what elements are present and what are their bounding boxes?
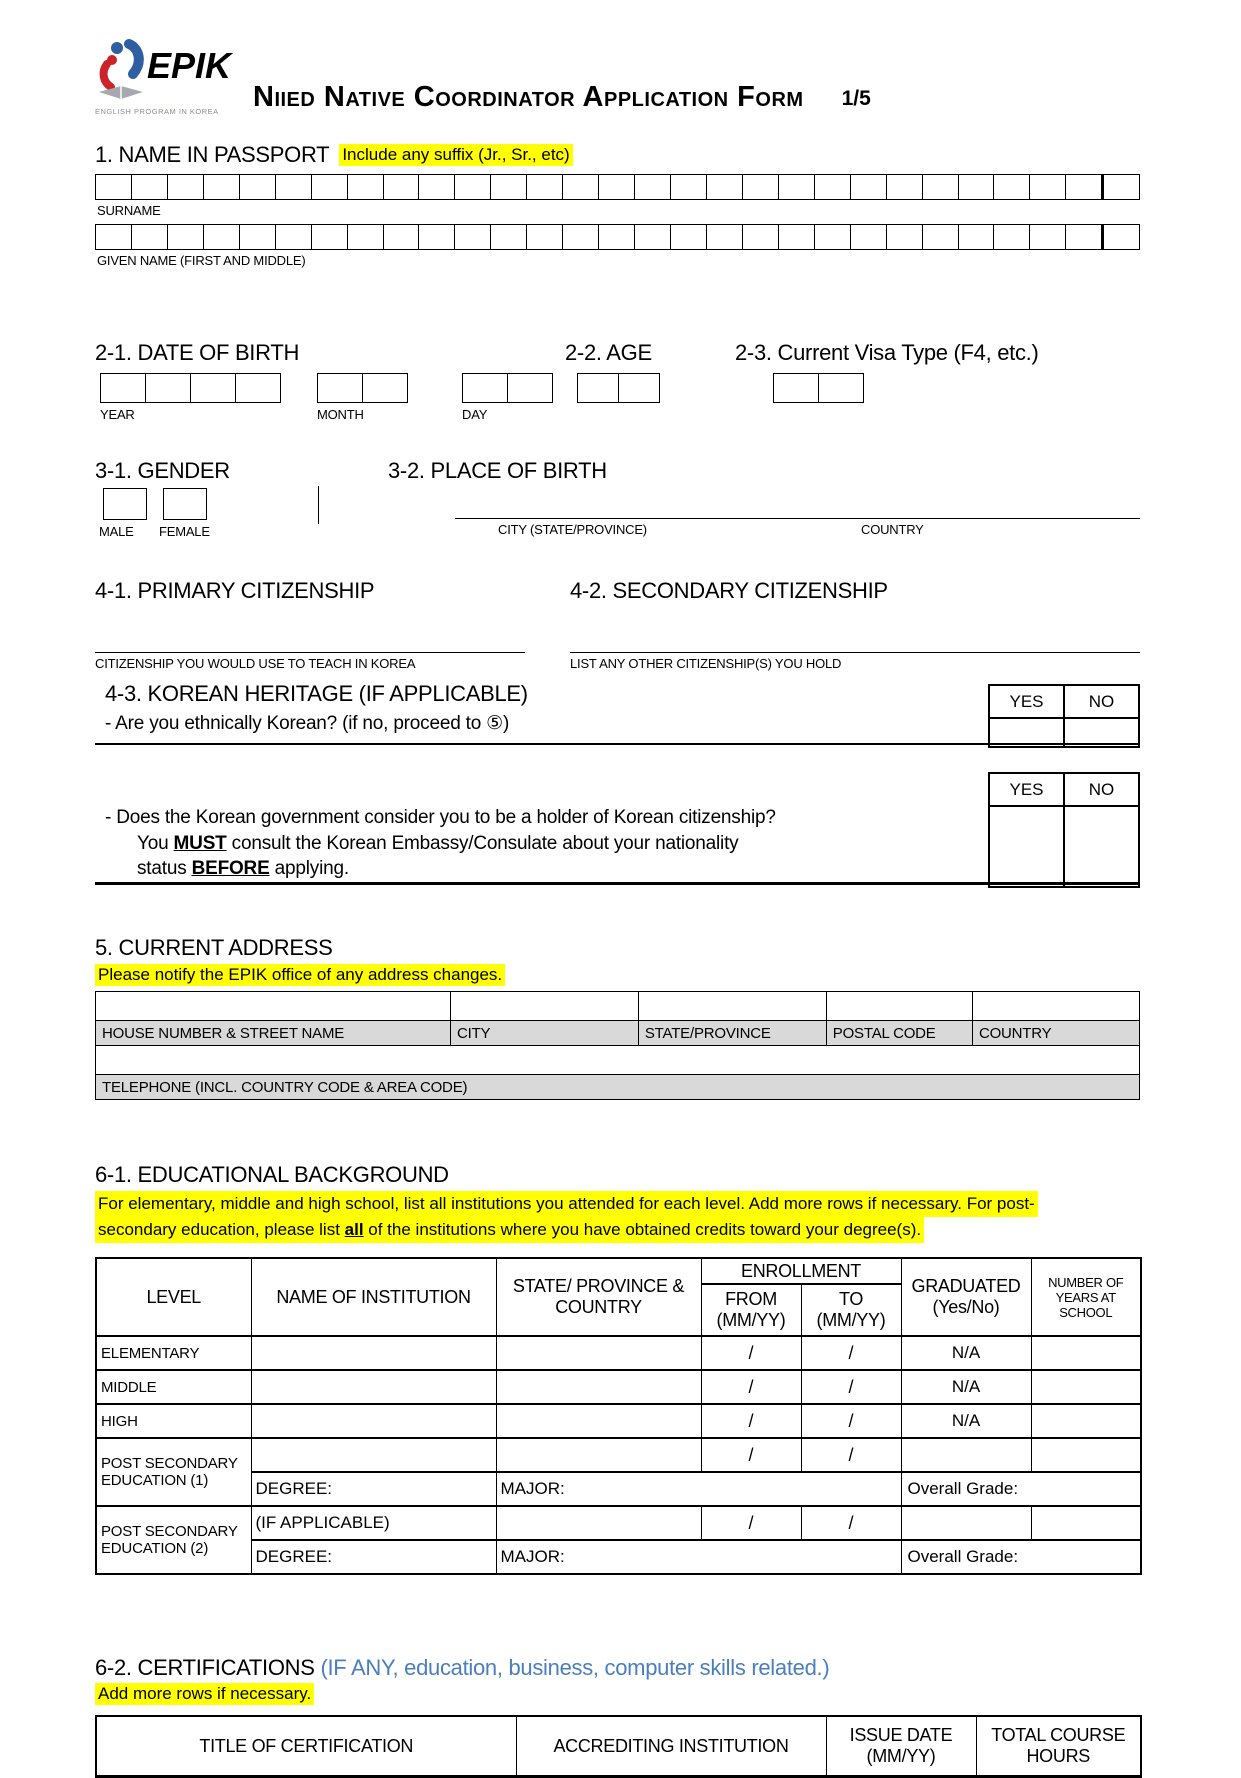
post-secondary-1-degree-row — [96, 1472, 1141, 1506]
dob-heading: 2-1. DATE OF BIRTH — [95, 340, 300, 365]
major-cell[interactable]: MAJOR: — [496, 1540, 901, 1574]
char-box[interactable] — [384, 174, 420, 200]
epik-logo — [95, 38, 247, 116]
name-suffix-note: Include any suffix (Jr., Sr., etc) — [339, 144, 572, 166]
char-box[interactable] — [240, 224, 276, 250]
years-cell[interactable] — [1031, 1370, 1141, 1404]
cert-title-header: TITLE OF CERTIFICATION — [96, 1716, 516, 1777]
char-box[interactable] — [204, 224, 240, 250]
middle-row — [96, 1370, 1141, 1404]
state-label: STATE/PROVINCE — [638, 1021, 826, 1046]
char-box[interactable] — [240, 174, 276, 200]
char-box[interactable] — [312, 224, 348, 250]
pob-heading: 3-2. PLACE OF BIRTH — [388, 458, 607, 483]
year-box[interactable] — [100, 373, 146, 403]
char-box[interactable] — [563, 174, 599, 200]
char-box[interactable] — [563, 224, 599, 250]
age-heading: 2-2. AGE — [565, 340, 652, 365]
institution-cell[interactable] — [251, 1336, 496, 1370]
secondary-citizenship-caption: LIST ANY OTHER CITIZENSHIP(S) YOU HOLD — [570, 656, 842, 671]
must-emphasis: MUST — [173, 832, 227, 854]
section-korean-citizenship — [95, 772, 1140, 885]
visa-group — [773, 373, 864, 403]
char-box[interactable] — [923, 224, 959, 250]
years-cell[interactable] — [1031, 1336, 1141, 1370]
month-label: MONTH — [317, 407, 364, 422]
citizenship-yes-cell[interactable] — [989, 806, 1064, 887]
year-box[interactable] — [236, 373, 281, 403]
logo-blue-swoosh — [129, 44, 139, 74]
char-box[interactable] — [671, 174, 707, 200]
post-secondary-2-row — [96, 1506, 1141, 1540]
char-box[interactable] — [168, 224, 204, 250]
certifications-table — [95, 1715, 1142, 1778]
char-box[interactable] — [994, 224, 1030, 250]
age-box[interactable] — [619, 373, 660, 403]
primary-citizenship-line[interactable] — [95, 652, 525, 653]
visa-box[interactable] — [773, 373, 819, 403]
telephone-input-cell[interactable] — [96, 1046, 1140, 1075]
from-cell[interactable]: / — [701, 1370, 801, 1404]
char-box[interactable] — [419, 174, 455, 200]
cert-issue-date-header: ISSUE DATE (MM/YY) — [826, 1716, 976, 1777]
visa-box[interactable] — [819, 373, 864, 403]
char-box[interactable] — [923, 174, 959, 200]
male-checkbox[interactable] — [103, 488, 147, 520]
visa-heading: 2-3. Current Visa Type (F4, etc.) — [735, 340, 1039, 365]
pob-country-label: COUNTRY — [861, 522, 924, 537]
to-cell[interactable]: / — [801, 1404, 901, 1438]
char-box[interactable] — [635, 174, 671, 200]
education-note-line2: secondary education, please list all of the institutions where you have obtained credits toward your degree(s). — [95, 1217, 924, 1243]
citizenship-question-line3: status BEFORE applying. — [137, 858, 349, 879]
years-cell[interactable] — [1031, 1404, 1141, 1438]
from-cell[interactable]: / — [701, 1336, 801, 1370]
education-note-line1: For elementary, middle and high school, list all institutions you attended for each level. Add more rows if necessary. For post- — [95, 1191, 1038, 1217]
state-cell[interactable] — [496, 1438, 701, 1472]
heritage-yes-no-table — [988, 684, 1140, 748]
state-cell[interactable] — [496, 1336, 701, 1370]
page-header — [95, 0, 1140, 116]
country-label: COUNTRY — [972, 1021, 1139, 1046]
cert-institution-header: ACCREDITING INSTITUTION — [516, 1716, 826, 1777]
logo-red-swoosh — [104, 64, 111, 87]
char-box[interactable] — [527, 174, 563, 200]
citizenship-no-cell[interactable] — [1064, 806, 1139, 887]
char-box[interactable] — [204, 174, 240, 200]
postal-label: POSTAL CODE — [826, 1021, 972, 1046]
given-name-char-boxes[interactable] — [95, 224, 1140, 250]
graduated-cell[interactable] — [901, 1438, 1031, 1472]
char-box[interactable] — [815, 224, 851, 250]
char-box[interactable] — [491, 174, 527, 200]
pob-write-line[interactable] — [455, 518, 1140, 519]
address-heading: 5. CURRENT ADDRESS — [95, 935, 333, 960]
years-cell[interactable] — [1031, 1506, 1141, 1540]
degree-cell[interactable]: DEGREE: — [251, 1472, 496, 1506]
overall-grade-cell[interactable]: Overall Grade: — [901, 1540, 1141, 1574]
char-box[interactable] — [1066, 224, 1102, 250]
char-box[interactable] — [1102, 224, 1140, 250]
year-box[interactable] — [191, 373, 236, 403]
elementary-row — [96, 1336, 1141, 1370]
from-header: FROM (MM/YY) — [701, 1284, 801, 1336]
certifications-note: Add more rows if necessary. — [95, 1683, 314, 1705]
state-cell[interactable] — [496, 1506, 701, 1540]
char-box[interactable] — [276, 224, 312, 250]
logo-tagline: ENGLISH PROGRAM IN KOREA — [95, 107, 219, 116]
age-box[interactable] — [577, 373, 619, 403]
char-box[interactable] — [1030, 224, 1066, 250]
char-box[interactable] — [168, 174, 204, 200]
heritage-no-cell[interactable] — [1064, 718, 1139, 747]
certifications-header-row — [96, 1716, 1141, 1777]
char-box[interactable] — [887, 224, 923, 250]
post-secondary-2-degree-row — [96, 1540, 1141, 1574]
citizenship-question-line2: You MUST consult the Korean Embassy/Consulate about your nationality — [137, 832, 739, 854]
postal-input-cell[interactable] — [826, 992, 972, 1021]
char-box[interactable] — [707, 174, 743, 200]
to-cell[interactable]: / — [801, 1370, 901, 1404]
state-input-cell[interactable] — [638, 992, 826, 1021]
before-emphasis: BEFORE — [191, 858, 270, 879]
char-box[interactable] — [599, 224, 635, 250]
street-input-cell[interactable] — [96, 992, 451, 1021]
name-heading: 1. NAME IN PASSPORT — [95, 142, 330, 167]
char-box[interactable] — [312, 174, 348, 200]
day-label: DAY — [462, 407, 488, 422]
ethnically-korean-question: - Are you ethnically Korean? (if no, proceed to ⑤) — [105, 713, 510, 734]
char-box[interactable] — [276, 174, 312, 200]
graduated-cell: N/A — [901, 1370, 1031, 1404]
char-box[interactable] — [132, 224, 168, 250]
char-box[interactable] — [635, 224, 671, 250]
day-box[interactable] — [462, 373, 508, 403]
address-input-row — [96, 992, 1140, 1021]
institution-cell[interactable]: (IF APPLICABLE) — [251, 1506, 496, 1540]
section-citizenship — [95, 578, 1140, 673]
to-cell[interactable]: / — [801, 1336, 901, 1370]
address-table — [95, 991, 1140, 1100]
all-emphasis: all — [344, 1220, 364, 1239]
from-cell[interactable]: / — [701, 1506, 801, 1540]
section-korean-heritage — [95, 681, 1140, 745]
state-cell[interactable] — [496, 1370, 701, 1404]
char-box[interactable] — [671, 224, 707, 250]
char-box[interactable] — [455, 174, 491, 200]
secondary-citizenship-line[interactable] — [570, 652, 1140, 653]
institution-cell[interactable] — [251, 1404, 496, 1438]
education-note — [95, 1191, 1140, 1243]
char-box[interactable] — [95, 224, 132, 250]
post-secondary-1-row — [96, 1438, 1141, 1472]
age-group — [577, 373, 660, 403]
epik-logo-graphic — [95, 38, 247, 102]
day-box[interactable] — [508, 373, 553, 403]
telephone-input-row — [96, 1046, 1140, 1075]
char-box[interactable] — [348, 174, 384, 200]
heritage-yes-cell[interactable] — [989, 718, 1064, 747]
graduated-cell[interactable] — [901, 1506, 1031, 1540]
institution-cell[interactable] — [251, 1438, 496, 1472]
char-box[interactable] — [95, 174, 132, 200]
high-row — [96, 1404, 1141, 1438]
char-box[interactable] — [851, 224, 887, 250]
graduated-header: GRADUATED (Yes/No) — [901, 1258, 1031, 1336]
logo-blue-head — [111, 42, 123, 54]
institution-header: NAME OF INSTITUTION — [251, 1258, 496, 1336]
char-box[interactable] — [419, 224, 455, 250]
section-educational-background — [95, 1162, 1140, 1575]
char-box[interactable] — [491, 224, 527, 250]
graduated-cell: N/A — [901, 1336, 1031, 1370]
char-box[interactable] — [779, 224, 815, 250]
char-box[interactable] — [599, 174, 635, 200]
street-label: HOUSE NUMBER & STREET NAME — [96, 1021, 451, 1046]
char-box[interactable] — [348, 224, 384, 250]
institution-cell[interactable] — [251, 1370, 496, 1404]
section-name-in-passport — [95, 142, 1140, 268]
to-header: TO (MM/YY) — [801, 1284, 901, 1336]
gender-heading: 3-1. GENDER — [95, 458, 230, 483]
degree-cell[interactable]: DEGREE: — [251, 1540, 496, 1574]
char-box[interactable] — [815, 174, 851, 200]
country-input-cell[interactable] — [972, 992, 1139, 1021]
divider-tick — [318, 486, 319, 524]
city-input-cell[interactable] — [450, 992, 638, 1021]
char-box[interactable] — [1030, 174, 1066, 200]
education-heading: 6-1. EDUCATIONAL BACKGROUND — [95, 1162, 449, 1187]
no-header: NO — [1064, 773, 1139, 806]
char-box[interactable] — [384, 224, 420, 250]
telephone-label: TELEPHONE (INCL. COUNTRY CODE & AREA CODE) — [96, 1075, 1140, 1100]
secondary-citizenship-heading: 4-2. SECONDARY CITIZENSHIP — [570, 578, 888, 603]
dob-day-group — [462, 373, 553, 422]
certifications-heading-black: 6-2. CERTIFICATIONS — [95, 1655, 315, 1680]
years-header: NUMBER OF YEARS AT SCHOOL — [1031, 1258, 1141, 1336]
enrollment-header: ENROLLMENT — [701, 1258, 901, 1284]
section-certifications — [95, 1655, 1140, 1778]
state-cell[interactable] — [496, 1404, 701, 1438]
year-label: YEAR — [100, 407, 135, 422]
dob-month-group — [317, 373, 408, 422]
month-box[interactable] — [317, 373, 363, 403]
to-cell[interactable]: / — [801, 1506, 901, 1540]
section-current-address — [95, 935, 1140, 1100]
address-note: Please notify the EPIK office of any address changes. — [95, 964, 505, 986]
logo-red-head — [107, 55, 117, 65]
cert-hours-header: TOTAL COURSE HOURS — [976, 1716, 1141, 1777]
level-cell: POST SECONDARY EDUCATION (1) — [96, 1438, 251, 1506]
from-cell[interactable]: / — [701, 1404, 801, 1438]
level-cell: MIDDLE — [96, 1370, 251, 1404]
male-label: MALE — [99, 524, 134, 539]
section-gender-pob — [95, 458, 1140, 542]
surname-label: SURNAME — [97, 203, 161, 218]
surname-char-boxes[interactable] — [95, 174, 1140, 200]
char-box[interactable] — [455, 224, 491, 250]
korean-heritage-heading: 4-3. KOREAN HERITAGE (IF APPLICABLE) — [105, 681, 528, 706]
char-box[interactable] — [707, 224, 743, 250]
no-header: NO — [1064, 685, 1139, 718]
pob-city-label: CITY (STATE/PROVINCE) — [498, 522, 647, 537]
address-label-row — [96, 1021, 1140, 1046]
education-table — [95, 1257, 1142, 1575]
char-box[interactable] — [527, 224, 563, 250]
female-checkbox[interactable] — [163, 488, 207, 520]
char-box[interactable] — [743, 224, 779, 250]
dob-year-group — [100, 373, 281, 422]
from-cell[interactable]: / — [701, 1438, 801, 1472]
telephone-label-row — [96, 1075, 1140, 1100]
logo-wordmark: EPIK — [147, 45, 232, 86]
major-cell[interactable]: MAJOR: — [496, 1472, 901, 1506]
given-name-label: GIVEN NAME (FIRST AND MIDDLE) — [97, 253, 306, 268]
certifications-heading-blue: (IF ANY, education, business, computer skills related.) — [320, 1655, 830, 1680]
state-country-header: STATE/ PROVINCE & COUNTRY — [496, 1258, 701, 1336]
form-title: Niied Native Coordinator Application Form — [253, 81, 804, 113]
char-box[interactable] — [959, 174, 995, 200]
level-cell: POST SECONDARY EDUCATION (2) — [96, 1506, 251, 1574]
section-dob-age-visa — [95, 340, 1140, 432]
char-box[interactable] — [779, 174, 815, 200]
level-header: LEVEL — [96, 1258, 251, 1336]
level-cell: HIGH — [96, 1404, 251, 1438]
year-box[interactable] — [146, 373, 191, 403]
month-box[interactable] — [363, 373, 408, 403]
education-header-row1 — [96, 1258, 1141, 1284]
primary-citizenship-heading: 4-1. PRIMARY CITIZENSHIP — [95, 578, 375, 603]
primary-citizenship-caption: CITIZENSHIP YOU WOULD USE TO TEACH IN KOREA — [95, 656, 416, 671]
yes-header: YES — [989, 685, 1064, 718]
overall-grade-cell[interactable]: Overall Grade: — [901, 1472, 1141, 1506]
citizenship-question-text — [105, 805, 776, 882]
yes-header: YES — [989, 773, 1064, 806]
certifications-heading — [95, 1655, 1140, 1681]
char-box[interactable] — [132, 174, 168, 200]
char-box[interactable] — [994, 174, 1030, 200]
years-cell[interactable] — [1031, 1438, 1141, 1472]
level-cell: ELEMENTARY — [96, 1336, 251, 1370]
char-box[interactable] — [851, 174, 887, 200]
female-label: FEMALE — [159, 524, 210, 539]
to-cell[interactable]: / — [801, 1438, 901, 1472]
city-label: CITY — [450, 1021, 638, 1046]
citizenship-question-line1: - Does the Korean government consider you to be a holder of Korean citizenship? — [105, 807, 776, 828]
char-box[interactable] — [959, 224, 995, 250]
char-box[interactable] — [1066, 174, 1102, 200]
graduated-cell: N/A — [901, 1404, 1031, 1438]
char-box[interactable] — [887, 174, 923, 200]
char-box[interactable] — [1102, 174, 1140, 200]
page-indicator: 1/5 — [841, 87, 871, 110]
citizenship-yes-no-table — [988, 772, 1140, 888]
char-box[interactable] — [743, 174, 779, 200]
